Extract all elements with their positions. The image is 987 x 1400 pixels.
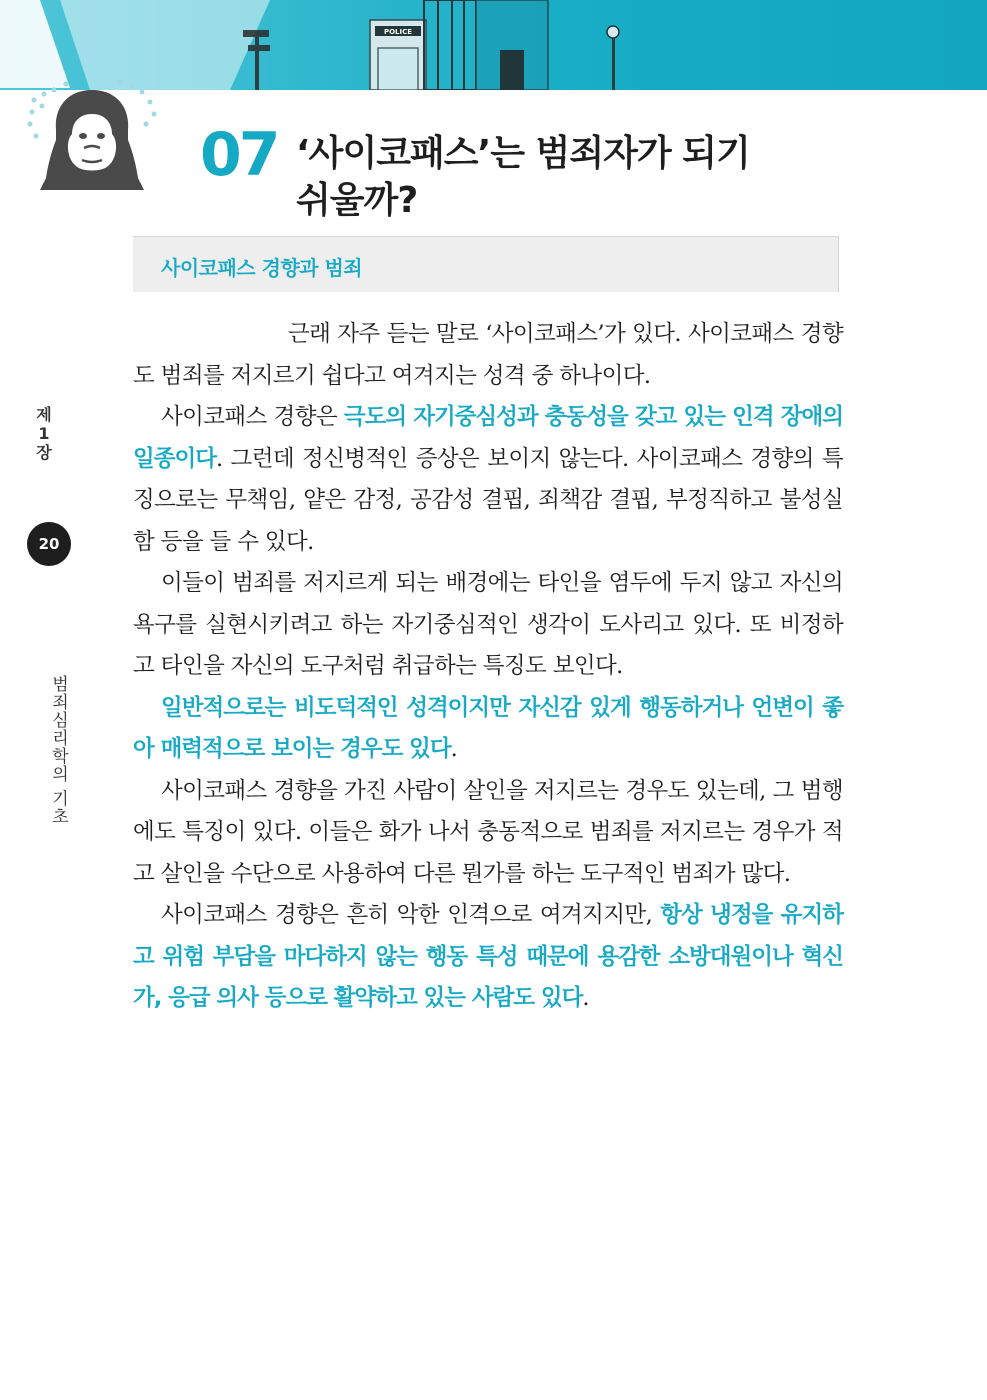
paragraph-5: 사이코패스 경향을 가진 사람이 살인을 저지르는 경우도 있는데, 그 범행에도 특징이 있다. 이들은 화가 나서 충동적으로 범죄를 저지르는 경우가 적고 살인을 수단으로 사용하여 다른 뭔가를 하는 도구적인 범죄가 많다.: [133, 777, 843, 887]
side-book-title: 범죄심리학의 기초: [48, 675, 68, 826]
side-chapter-label: 제1장: [36, 405, 52, 462]
title-line-2: 쉬울까?: [296, 180, 418, 221]
paragraph-6-highlight: 항상 냉정을 유지하고 위험 부담을 마다하지 않는 행동 특성 때문에 용감한 소방대원이나 혁신가, 응급 의사 등으로 활약하고 있는 사람도 있다: [133, 902, 843, 1011]
subtitle-box: [133, 236, 839, 292]
paragraph-4: [133, 688, 843, 771]
page-number-badge: 20: [27, 522, 71, 566]
paragraph-6: [133, 895, 843, 1020]
body-text: [133, 314, 843, 1020]
police-sign: POLICE: [383, 28, 413, 36]
paragraph-6-text-a: 사이코패스 경향은 흔히 악한 인격으로 여겨지지만,: [161, 902, 661, 928]
subtitle: 사이코패스 경향과 범죄: [161, 256, 363, 280]
paragraph-4-text-b: .: [450, 736, 458, 762]
section-number: 07: [200, 120, 278, 190]
paragraph-1: 근래 자주 듣는 말로 ‘사이코패스’가 있다. 사이코패스 경향도 범죄를 저지르기 쉽다고 여겨지는 성격 중 하나이다.: [133, 321, 843, 389]
paragraph-6-text-b: .: [582, 985, 589, 1011]
paragraph-2-text-b: . 그런데 정신병적인 증상은 보이지 않는다. 사이코패스 경향의 특징으로는 무책임, 얕은 감정, 공감성 결핍, 죄책감 결핍, 부정직하고 불성실함 등을 들 수 있다.: [133, 445, 843, 555]
paragraph-4-highlight: 일반적으로는 비도덕적인 성격이지만 자신감 있게 행동하거나 언변이 좋아 매력적으로 보이는 경우도 있다: [133, 694, 843, 762]
paragraph-2: [133, 397, 843, 563]
gorilla-icon: [22, 78, 162, 208]
paragraph-3: 이들이 범죄를 저지르게 되는 배경에는 타인을 염두에 두지 않고 자신의 욕구를 실현시키려고 하는 자기중심적인 생각이 도사리고 있다. 또 비정하고 타인을 자신의 도구처럼 취급하는 특징도 보인다.: [133, 570, 843, 679]
title-line-1: ‘사이코패스’는 범죄자가 되기: [296, 133, 750, 174]
paragraph-2-text-a: 사이코패스 경향은: [161, 404, 344, 430]
paragraph-2-highlight: 극도의 자기중심성과 충동성을 갖고 있는 인격 장애의 일종이다: [133, 404, 844, 472]
page-title: [296, 130, 816, 224]
top-illustration-banner: [0, 0, 987, 90]
